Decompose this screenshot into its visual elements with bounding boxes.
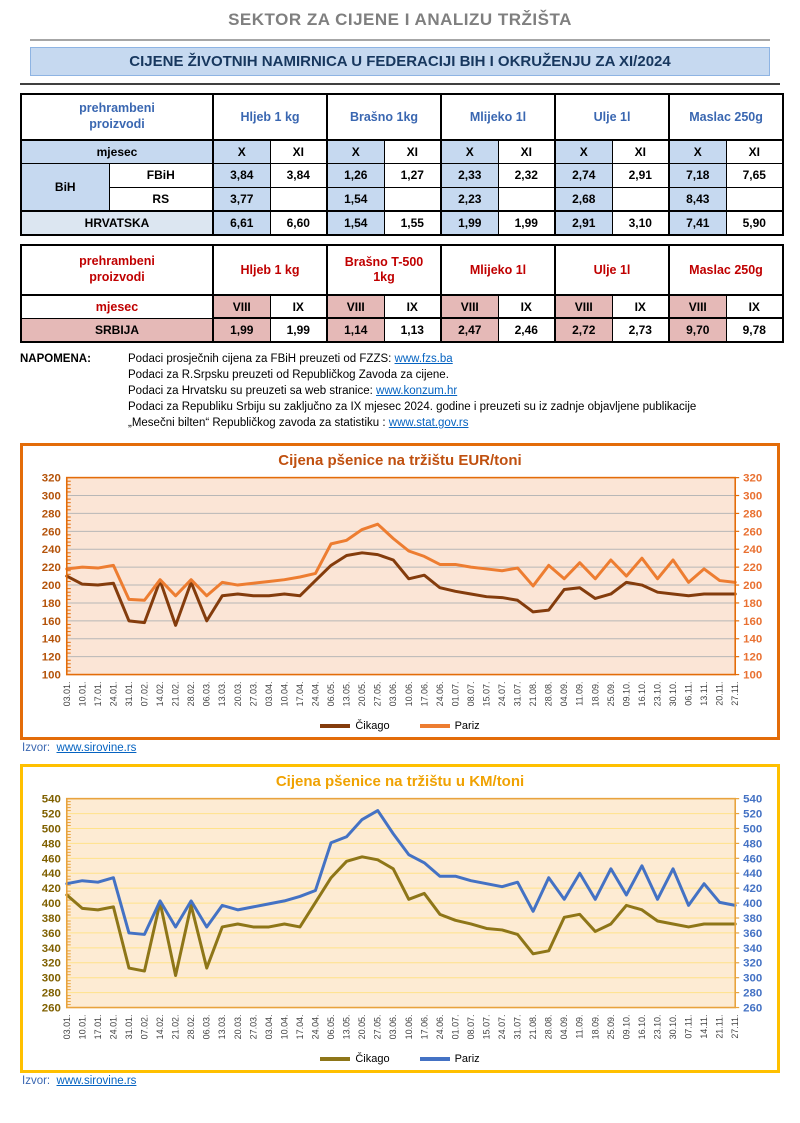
x-axis-label: 04.09. [559,681,570,707]
price-value: 6,61 [213,211,270,235]
note-line [128,353,696,365]
y-axis-label-right: 180 [743,597,763,610]
month-header: XI [726,140,783,163]
x-axis-label: 14.11. [699,1014,710,1039]
x-axis-label: 06.05. [326,1014,337,1040]
y-axis-label-left: 120 [41,651,61,664]
x-axis-label: 13.03. [217,1014,228,1040]
note-line [128,401,696,413]
column-header-product [327,245,441,295]
table-header-row [21,94,783,140]
y-axis-label-left: 320 [41,472,61,485]
month-header: X [441,140,498,163]
y-axis-label-left: 300 [41,490,61,503]
column-header-product [213,94,327,140]
plot-background [67,478,735,675]
y-axis-label-left: 540 [41,793,61,806]
y-axis-label-left: 200 [41,580,61,593]
table-row [21,187,783,211]
y-axis-label-right: 280 [743,508,763,521]
month-label: mjesec [21,140,213,163]
column-header-product [213,245,327,295]
x-axis-label: 17.06. [419,681,430,707]
price-value: 6,60 [270,211,327,235]
x-axis-label: 21.02. [170,1014,181,1040]
price-value: 9,70 [669,318,726,342]
x-axis-label: 23.10. [652,681,663,707]
product-header-text: Ulje 1l [593,110,631,124]
legend-item [320,720,389,732]
x-axis-label: 04.09. [559,1014,570,1040]
x-axis-label: 27.11. [730,681,741,706]
y-axis-label-left: 400 [41,898,61,911]
legend-label: Čikago [355,720,390,732]
note-text: Podaci za Republiku Srbiju su zaključno za IX mjesec 2024. godine i preuzeti su iz zadnje objavljene publikacije [128,401,697,413]
y-axis-label-left: 140 [41,633,61,646]
y-axis-label-left: 380 [41,912,61,925]
row-group-label: BiH [21,163,109,211]
x-axis-label: 08.07. [465,1014,476,1040]
notes-label: NAPOMENA: [20,353,91,365]
price-value: 2,46 [498,318,555,342]
y-axis-label-left: 460 [41,853,61,866]
price-value: 2,72 [555,318,612,342]
table-row [21,211,783,235]
price-table [20,93,784,236]
month-label: mjesec [21,295,213,318]
x-axis-label: 31.01. [123,1014,134,1040]
x-axis-label: 07.11. [683,1014,694,1039]
price-value [612,187,669,211]
note-link[interactable]: www.konzum.hr [376,385,458,397]
legend-item [320,1053,389,1065]
month-header: IX [270,295,327,318]
legend-label: Čikago [355,1053,390,1065]
month-header: VIII [213,295,270,318]
y-axis-label-right: 520 [743,808,763,821]
y-axis-label-right: 120 [743,651,763,664]
price-value [270,187,327,211]
price-value: 3,10 [612,211,669,235]
note-text: „Mesečni bilten“ Republičkog zavoda za statistiku : [128,417,389,429]
x-axis-label: 15.07. [481,1014,492,1040]
month-header: VIII [669,295,726,318]
legend-item [420,720,480,732]
price-table [20,244,784,343]
price-value: 7,41 [669,211,726,235]
x-axis-label: 31.07. [512,681,523,707]
price-value: 2,47 [441,318,498,342]
x-axis-label: 24.01. [108,1014,119,1040]
source-label: Izvor: [22,742,51,754]
y-axis-label-left: 420 [41,883,61,896]
price-value: 3,84 [270,163,327,187]
y-axis-label-right: 100 [743,669,763,682]
y-axis-label-left: 440 [41,868,61,881]
y-axis-label-right: 140 [743,633,763,646]
y-axis-label-right: 260 [743,526,763,539]
price-value: 9,78 [726,318,783,342]
prices-table-bih-hrvatska [20,93,780,236]
x-axis-label: 21.02. [170,681,181,707]
legend-swatch [420,1057,450,1061]
notes-section [20,353,780,433]
product-header-text: Brašno T-500 1kg [344,255,424,284]
x-axis-label: 17.04. [294,1014,305,1040]
y-axis-label-left: 280 [41,508,61,521]
y-axis-label-left: 340 [41,942,61,955]
price-value: 1,54 [327,211,384,235]
x-axis-label: 06.11. [683,681,694,706]
y-axis-label-left: 500 [41,823,61,836]
x-axis-label: 28.02. [186,1014,197,1040]
price-value: 1,26 [327,163,384,187]
x-axis-label: 25.09. [605,1014,616,1040]
price-value: 1,14 [327,318,384,342]
price-value: 1,13 [384,318,441,342]
price-value [384,187,441,211]
month-header: X [555,140,612,163]
month-header: IX [498,295,555,318]
month-header: X [213,140,270,163]
x-axis-label: 24.01. [108,681,119,707]
x-axis-label: 01.07. [450,1014,461,1040]
x-axis-label: 03.06. [388,1014,399,1040]
y-axis-label-right: 280 [743,987,763,1000]
price-value: 8,43 [669,187,726,211]
column-header-product [327,94,441,140]
x-axis-label: 03.01. [61,681,72,707]
month-header: VIII [555,295,612,318]
x-axis-label: 01.07. [450,681,461,707]
y-axis-label-right: 460 [743,853,763,866]
chart-title: Cijena pšenice na tržištu EUR/toni [278,452,522,469]
y-axis-label-right: 200 [743,580,763,593]
y-axis-label-right: 300 [743,490,763,503]
y-axis-label-right: 440 [743,868,763,881]
y-axis-label-right: 380 [743,912,763,925]
x-axis-label: 21.08. [528,1014,539,1040]
price-value: 7,18 [669,163,726,187]
note-text: Podaci prosječnih cijena za FBiH preuzeti od FZZS: [128,353,395,365]
y-axis-label-right: 240 [743,544,763,557]
x-axis-label: 13.11. [699,681,710,706]
month-header: VIII [327,295,384,318]
legend-item [420,1053,480,1065]
price-value: 1,55 [384,211,441,235]
y-axis-label-left: 360 [41,927,61,940]
x-axis-label: 10.06. [403,1014,414,1040]
x-axis-label: 20.03. [232,1014,243,1040]
page-title: CIJENE ŽIVOTNIH NAMIRNICA U FEDERACIJI BIH I OKRUŽENJU ZA XI/2024 [30,47,770,76]
x-axis-label: 24.06. [434,1014,445,1040]
product-header-text: Mlijeko 1l [469,110,527,124]
x-axis-label: 20.03. [232,681,243,707]
row-label: FBiH [109,163,213,187]
x-axis-label: 03.04. [263,1014,274,1040]
x-axis-label: 23.10. [652,1014,663,1040]
y-axis-label-right: 320 [743,472,763,485]
x-axis-label: 27.11. [730,1014,741,1039]
x-axis-label: 30.10. [668,1014,679,1040]
table-header-row [21,245,783,295]
line-chart-km [25,792,775,1048]
row-label: SRBIJA [21,318,213,342]
price-value: 2,68 [555,187,612,211]
price-value: 3,84 [213,163,270,187]
y-axis-label-right: 320 [743,957,763,970]
month-header: X [669,140,726,163]
row-label: HRVATSKA [21,211,213,235]
y-axis-label-left: 520 [41,808,61,821]
y-axis-label-left: 280 [41,987,61,1000]
note-line [128,417,696,429]
y-axis-label-right: 400 [743,898,763,911]
x-axis-label: 16.10. [636,681,647,707]
legend-swatch [420,724,450,728]
y-axis-label-right: 540 [743,793,763,806]
y-axis-label-left: 260 [41,526,61,539]
x-axis-label: 31.07. [512,1014,523,1040]
y-axis-label-right: 500 [743,823,763,836]
x-axis-label: 13.03. [217,681,228,707]
x-axis-label: 17.04. [294,681,305,707]
x-axis-label: 27.05. [372,681,383,707]
product-header-text: Mlijeko 1l [469,262,527,277]
price-value: 7,65 [726,163,783,187]
y-axis-label-left: 240 [41,544,61,557]
column-header-product [555,94,669,140]
x-axis-label: 10.04. [279,1014,290,1040]
product-header-text: Hljeb 1 kg [240,262,300,277]
y-axis-label-left: 100 [41,669,61,682]
department-header: SEKTOR ZA CIJENE I ANALIZU TRŽIŠTA [228,10,572,29]
x-axis-label: 28.08. [543,681,554,707]
x-axis-label: 07.02. [139,1014,150,1040]
x-axis-label: 18.09. [590,1014,601,1040]
table-row [21,318,783,342]
x-axis-label: 16.10. [636,1014,647,1040]
note-text: Podaci za R.Srpsku preuzeti od Republičkog Zavoda za cijene. [128,369,449,381]
price-value: 1,27 [384,163,441,187]
x-axis-label: 30.10. [668,681,679,707]
x-axis-label: 17.06. [419,1014,430,1040]
month-row [21,140,783,163]
legend-label: Pariz [454,720,480,732]
x-axis-label: 10.01. [77,1014,88,1040]
x-axis-label: 10.06. [403,681,414,707]
y-axis-label-right: 260 [743,1002,763,1015]
price-value [498,187,555,211]
price-value: 2,91 [555,211,612,235]
product-header-text: Brašno 1kg [349,110,419,124]
x-axis-label: 27.03. [248,1014,259,1040]
column-header-product [441,245,555,295]
month-header: XI [270,140,327,163]
source-link[interactable]: www.sirovine.rs [56,1075,137,1087]
note-link[interactable]: www.stat.gov.rs [388,417,469,429]
x-axis-label: 31.01. [123,681,134,707]
column-header-product [555,245,669,295]
x-axis-label: 07.02. [139,681,150,707]
price-value: 2,73 [612,318,669,342]
y-axis-label-right: 220 [743,562,763,575]
x-axis-label: 15.07. [481,681,492,707]
price-value: 3,77 [213,187,270,211]
x-axis-label: 03.04. [263,681,274,707]
y-axis-label-right: 340 [743,942,763,955]
x-axis-label: 21.08. [528,681,539,707]
x-axis-label: 20.05. [357,681,368,707]
price-value: 2,32 [498,163,555,187]
x-axis-label: 03.01. [61,1014,72,1040]
corner-header [21,94,213,140]
month-header: X [327,140,384,163]
x-axis-label: 25.09. [605,681,616,707]
x-axis-label: 20.05. [357,1014,368,1040]
x-axis-label: 03.06. [388,681,399,707]
x-axis-label: 06.03. [201,681,212,707]
month-header: VIII [441,295,498,318]
month-header: IX [726,295,783,318]
source-link[interactable]: www.sirovine.rs [56,742,137,754]
y-axis-label-left: 160 [41,615,61,628]
y-axis-label-right: 300 [743,972,763,985]
divider-line [30,39,770,41]
product-header-text: Hljeb 1 kg [240,110,300,124]
x-axis-label: 08.07. [465,681,476,707]
row-label: RS [109,187,213,211]
month-header: XI [498,140,555,163]
price-value: 2,23 [441,187,498,211]
x-axis-label: 10.04. [279,681,290,707]
note-line [128,385,696,397]
x-axis-label: 20.11. [714,681,725,706]
legend-swatch [320,724,350,728]
chart-title: Cijena pšenice na tržištu u KM/toni [275,773,525,790]
x-axis-label: 24.07. [497,1014,508,1040]
x-axis-label: 06.05. [326,681,337,707]
column-header-product [441,94,555,140]
column-header-product [669,94,783,140]
price-value: 1,54 [327,187,384,211]
y-axis-label-right: 480 [743,838,763,851]
y-axis-label-left: 220 [41,562,61,575]
price-value: 2,91 [612,163,669,187]
price-value [726,187,783,211]
chart-km-box [20,764,780,1073]
month-header: XI [384,140,441,163]
price-value: 2,33 [441,163,498,187]
x-axis-label: 14.02. [155,681,166,707]
corner-header-text: prehrambeni proizvodi [79,101,155,131]
y-axis-label-right: 160 [743,615,763,628]
x-axis-label: 06.03. [201,1014,212,1040]
x-axis-label: 13.05. [341,1014,352,1040]
line-chart-eur [25,471,775,715]
x-axis-label: 27.03. [248,681,259,707]
x-axis-label: 09.10. [621,1014,632,1040]
month-header: IX [612,295,669,318]
legend-swatch [320,1057,350,1061]
table-row [21,163,783,187]
x-axis-label: 28.08. [543,1014,554,1040]
y-axis-label-left: 180 [41,597,61,610]
x-axis-label: 24.04. [310,1014,321,1040]
price-value: 1,99 [270,318,327,342]
x-axis-label: 27.05. [372,1014,383,1040]
x-axis-label: 24.06. [434,681,445,707]
source-line [22,742,780,754]
corner-header-text: prehrambeni proizvodi [79,254,155,284]
product-header-text: Maslac 250g [689,110,763,124]
note-line [128,369,696,381]
x-axis-label: 21.11. [714,1014,725,1039]
chart-legend [25,1053,775,1068]
price-value: 1,99 [213,318,270,342]
x-axis-label: 10.01. [77,681,88,707]
y-axis-label-left: 320 [41,957,61,970]
y-axis-label-right: 420 [743,883,763,896]
x-axis-label: 24.07. [497,681,508,707]
price-value: 1,99 [441,211,498,235]
x-axis-label: 28.02. [186,681,197,707]
x-axis-label: 11.09. [574,1014,585,1039]
chart-eur-box [20,443,780,740]
divider-line [20,83,780,85]
y-axis-label-left: 300 [41,972,61,985]
legend-label: Pariz [454,1053,480,1065]
note-link[interactable]: www.fzs.ba [394,353,453,365]
source-line [22,1075,780,1087]
source-label: Izvor: [22,1075,51,1087]
prices-table-srbija [20,244,780,343]
x-axis-label: 09.10. [621,681,632,707]
x-axis-label: 11.09. [574,681,585,706]
price-value: 1,99 [498,211,555,235]
x-axis-label: 24.04. [310,681,321,707]
chart-legend [25,720,775,735]
x-axis-label: 13.05. [341,681,352,707]
x-axis-label: 17.01. [92,1014,103,1040]
corner-header [21,245,213,295]
note-text: Podaci za Hrvatsku su preuzeti sa web stranice: [128,385,377,397]
month-header: XI [612,140,669,163]
column-header-product [669,245,783,295]
x-axis-label: 18.09. [590,681,601,707]
price-value: 2,74 [555,163,612,187]
y-axis-label-left: 260 [41,1002,61,1015]
product-header-text: Maslac 250g [689,262,763,277]
month-row [21,295,783,318]
x-axis-label: 14.02. [155,1014,166,1040]
y-axis-label-left: 480 [41,838,61,851]
x-axis-label: 17.01. [92,681,103,707]
price-value: 5,90 [726,211,783,235]
notes-lines [128,353,696,433]
month-header: IX [384,295,441,318]
product-header-text: Ulje 1l [593,262,631,277]
y-axis-label-right: 360 [743,927,763,940]
